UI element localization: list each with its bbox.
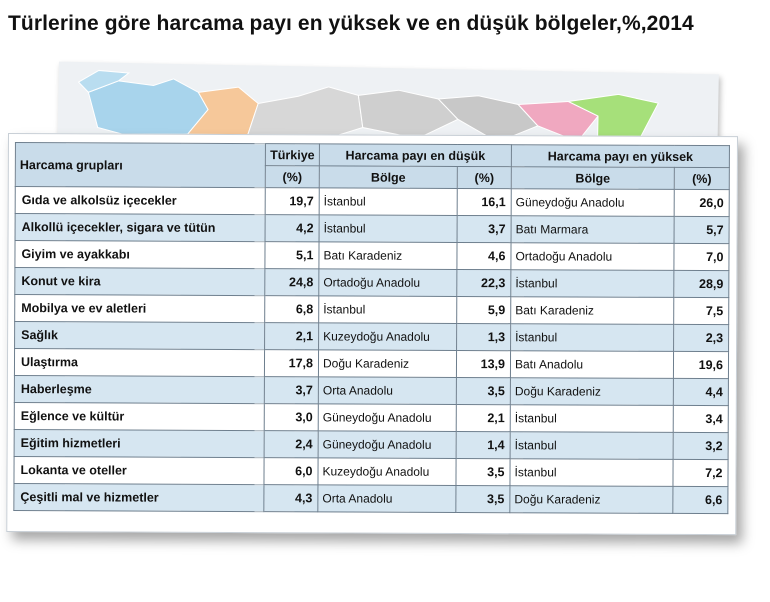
cell-high-value: 7,2 xyxy=(673,459,728,486)
cell-group: Sağlık xyxy=(15,322,265,350)
cell-high-value: 3,2 xyxy=(673,432,728,459)
header-row-top xyxy=(15,143,729,168)
cell-high-region: İstanbul xyxy=(510,459,673,487)
cell-low-value: 3,5 xyxy=(456,377,510,404)
cell-low-region: Batı Karadeniz xyxy=(319,242,457,270)
cell-low-region: Kuzeydoğu Anadolu xyxy=(318,458,456,486)
header-turkey: Türkiye xyxy=(265,144,319,166)
cell-turkey: 19,7 xyxy=(265,188,319,215)
cell-high-value: 7,0 xyxy=(674,243,729,270)
cell-low-value: 5,9 xyxy=(457,296,511,323)
table-card xyxy=(6,133,738,535)
cell-low-value: 3,5 xyxy=(456,458,510,485)
cell-low-value: 4,6 xyxy=(457,242,511,269)
cell-low-region: Doğu Karadeniz xyxy=(318,350,456,378)
cell-group: Mobilya ve ev aletleri xyxy=(15,295,265,323)
header-highest-share: Harcama payı en yüksek xyxy=(511,145,729,168)
cell-low-region: İstanbul xyxy=(319,188,457,216)
cell-low-value: 3,5 xyxy=(456,485,510,512)
cell-high-value: 28,9 xyxy=(674,270,729,297)
cell-low-value: 1,4 xyxy=(456,431,510,458)
header-high-region: Bölge xyxy=(511,167,674,190)
cell-turkey: 6,8 xyxy=(265,296,319,323)
spending-table xyxy=(13,142,730,514)
table-row xyxy=(15,268,729,298)
cell-high-value: 4,4 xyxy=(673,378,728,405)
cell-group: Giyim ve ayakkabı xyxy=(15,241,265,269)
cell-turkey: 17,8 xyxy=(264,350,318,377)
cell-group: Ulaştırma xyxy=(14,349,264,377)
cell-high-region: Ortadoğu Anadolu xyxy=(511,243,674,271)
cell-turkey: 2,1 xyxy=(265,323,319,350)
cell-low-region: Güneydoğu Anadolu xyxy=(318,431,456,459)
table-row xyxy=(14,349,728,379)
cell-turkey: 6,0 xyxy=(264,458,318,485)
cell-low-region: Güneydoğu Anadolu xyxy=(318,404,456,432)
header-lowest-share: Harcama payı en düşük xyxy=(319,144,511,167)
cell-high-value: 26,0 xyxy=(674,189,729,216)
table-row xyxy=(15,322,729,352)
header-high-percent: (%) xyxy=(674,167,729,189)
cell-group: Alkollü içecekler, sigara ve tütün xyxy=(15,214,265,242)
table-row xyxy=(14,457,728,487)
cell-low-value: 1,3 xyxy=(457,323,511,350)
header-spending-groups: Harcama grupları xyxy=(15,143,265,188)
cell-low-value: 16,1 xyxy=(457,188,511,215)
cell-group: Haberleşme xyxy=(14,376,264,404)
table-row xyxy=(15,241,729,271)
cell-high-value: 5,7 xyxy=(674,216,729,243)
cell-high-region: İstanbul xyxy=(511,324,674,352)
table-row xyxy=(14,430,728,460)
table-row xyxy=(14,484,728,514)
table-row xyxy=(14,403,728,433)
cell-high-region: Batı Anadolu xyxy=(510,351,673,379)
header-turkey-unit: (%) xyxy=(265,166,319,188)
cell-turkey: 3,0 xyxy=(264,404,318,431)
cell-high-value: 6,6 xyxy=(673,486,728,513)
cell-turkey: 24,8 xyxy=(265,269,319,296)
table-row xyxy=(15,187,729,217)
cell-group: Lokanta ve oteller xyxy=(14,457,264,485)
cell-high-region: İstanbul xyxy=(510,405,673,433)
cell-group: Çeşitli mal ve hizmetler xyxy=(14,484,264,512)
cell-high-region: İstanbul xyxy=(510,432,673,460)
cell-turkey: 2,4 xyxy=(264,431,318,458)
cell-group: Konut ve kira xyxy=(15,268,265,296)
cell-turkey: 3,7 xyxy=(264,377,318,404)
table-row xyxy=(15,214,729,244)
cell-high-region: Güneydoğu Anadolu xyxy=(511,189,674,217)
cell-high-value: 7,5 xyxy=(674,297,729,324)
cell-high-region: Doğu Karadeniz xyxy=(510,378,673,406)
cell-turkey: 5,1 xyxy=(265,242,319,269)
cell-group: Gıda ve alkolsüz içecekler xyxy=(15,187,265,215)
cell-low-region: Orta Anadolu xyxy=(318,485,456,513)
cell-low-region: Ortadoğu Anadolu xyxy=(319,269,457,297)
cell-low-value: 2,1 xyxy=(456,404,510,431)
header-low-region: Bölge xyxy=(319,166,457,189)
cell-high-value: 19,6 xyxy=(673,351,728,378)
table-body xyxy=(14,187,729,514)
cell-turkey: 4,2 xyxy=(265,215,319,242)
cell-low-region: Orta Anadolu xyxy=(318,377,456,405)
cell-turkey: 4,3 xyxy=(264,485,318,512)
cell-high-value: 3,4 xyxy=(673,405,728,432)
header-low-percent: (%) xyxy=(457,166,511,188)
cell-low-region: İstanbul xyxy=(319,215,457,243)
cell-low-region: İstanbul xyxy=(319,296,457,324)
cell-group: Eğlence ve kültür xyxy=(14,403,264,431)
cell-high-region: Batı Karadeniz xyxy=(511,297,674,325)
cell-low-region: Kuzeydoğu Anadolu xyxy=(319,323,457,351)
cell-high-region: İstanbul xyxy=(511,270,674,298)
cell-high-value: 2,3 xyxy=(674,324,729,351)
page-title: Türlerine göre harcama payı en yüksek ve en düşük bölgeler,%,2014 xyxy=(8,12,694,35)
cell-low-value: 22,3 xyxy=(457,269,511,296)
cell-low-value: 3,7 xyxy=(457,215,511,242)
cell-high-region: Batı Marmara xyxy=(511,216,674,244)
table-row xyxy=(14,376,728,406)
table-row xyxy=(15,295,729,325)
cell-group: Eğitim hizmetleri xyxy=(14,430,264,458)
cell-low-value: 13,9 xyxy=(456,350,510,377)
cell-high-region: Doğu Karadeniz xyxy=(510,486,673,514)
